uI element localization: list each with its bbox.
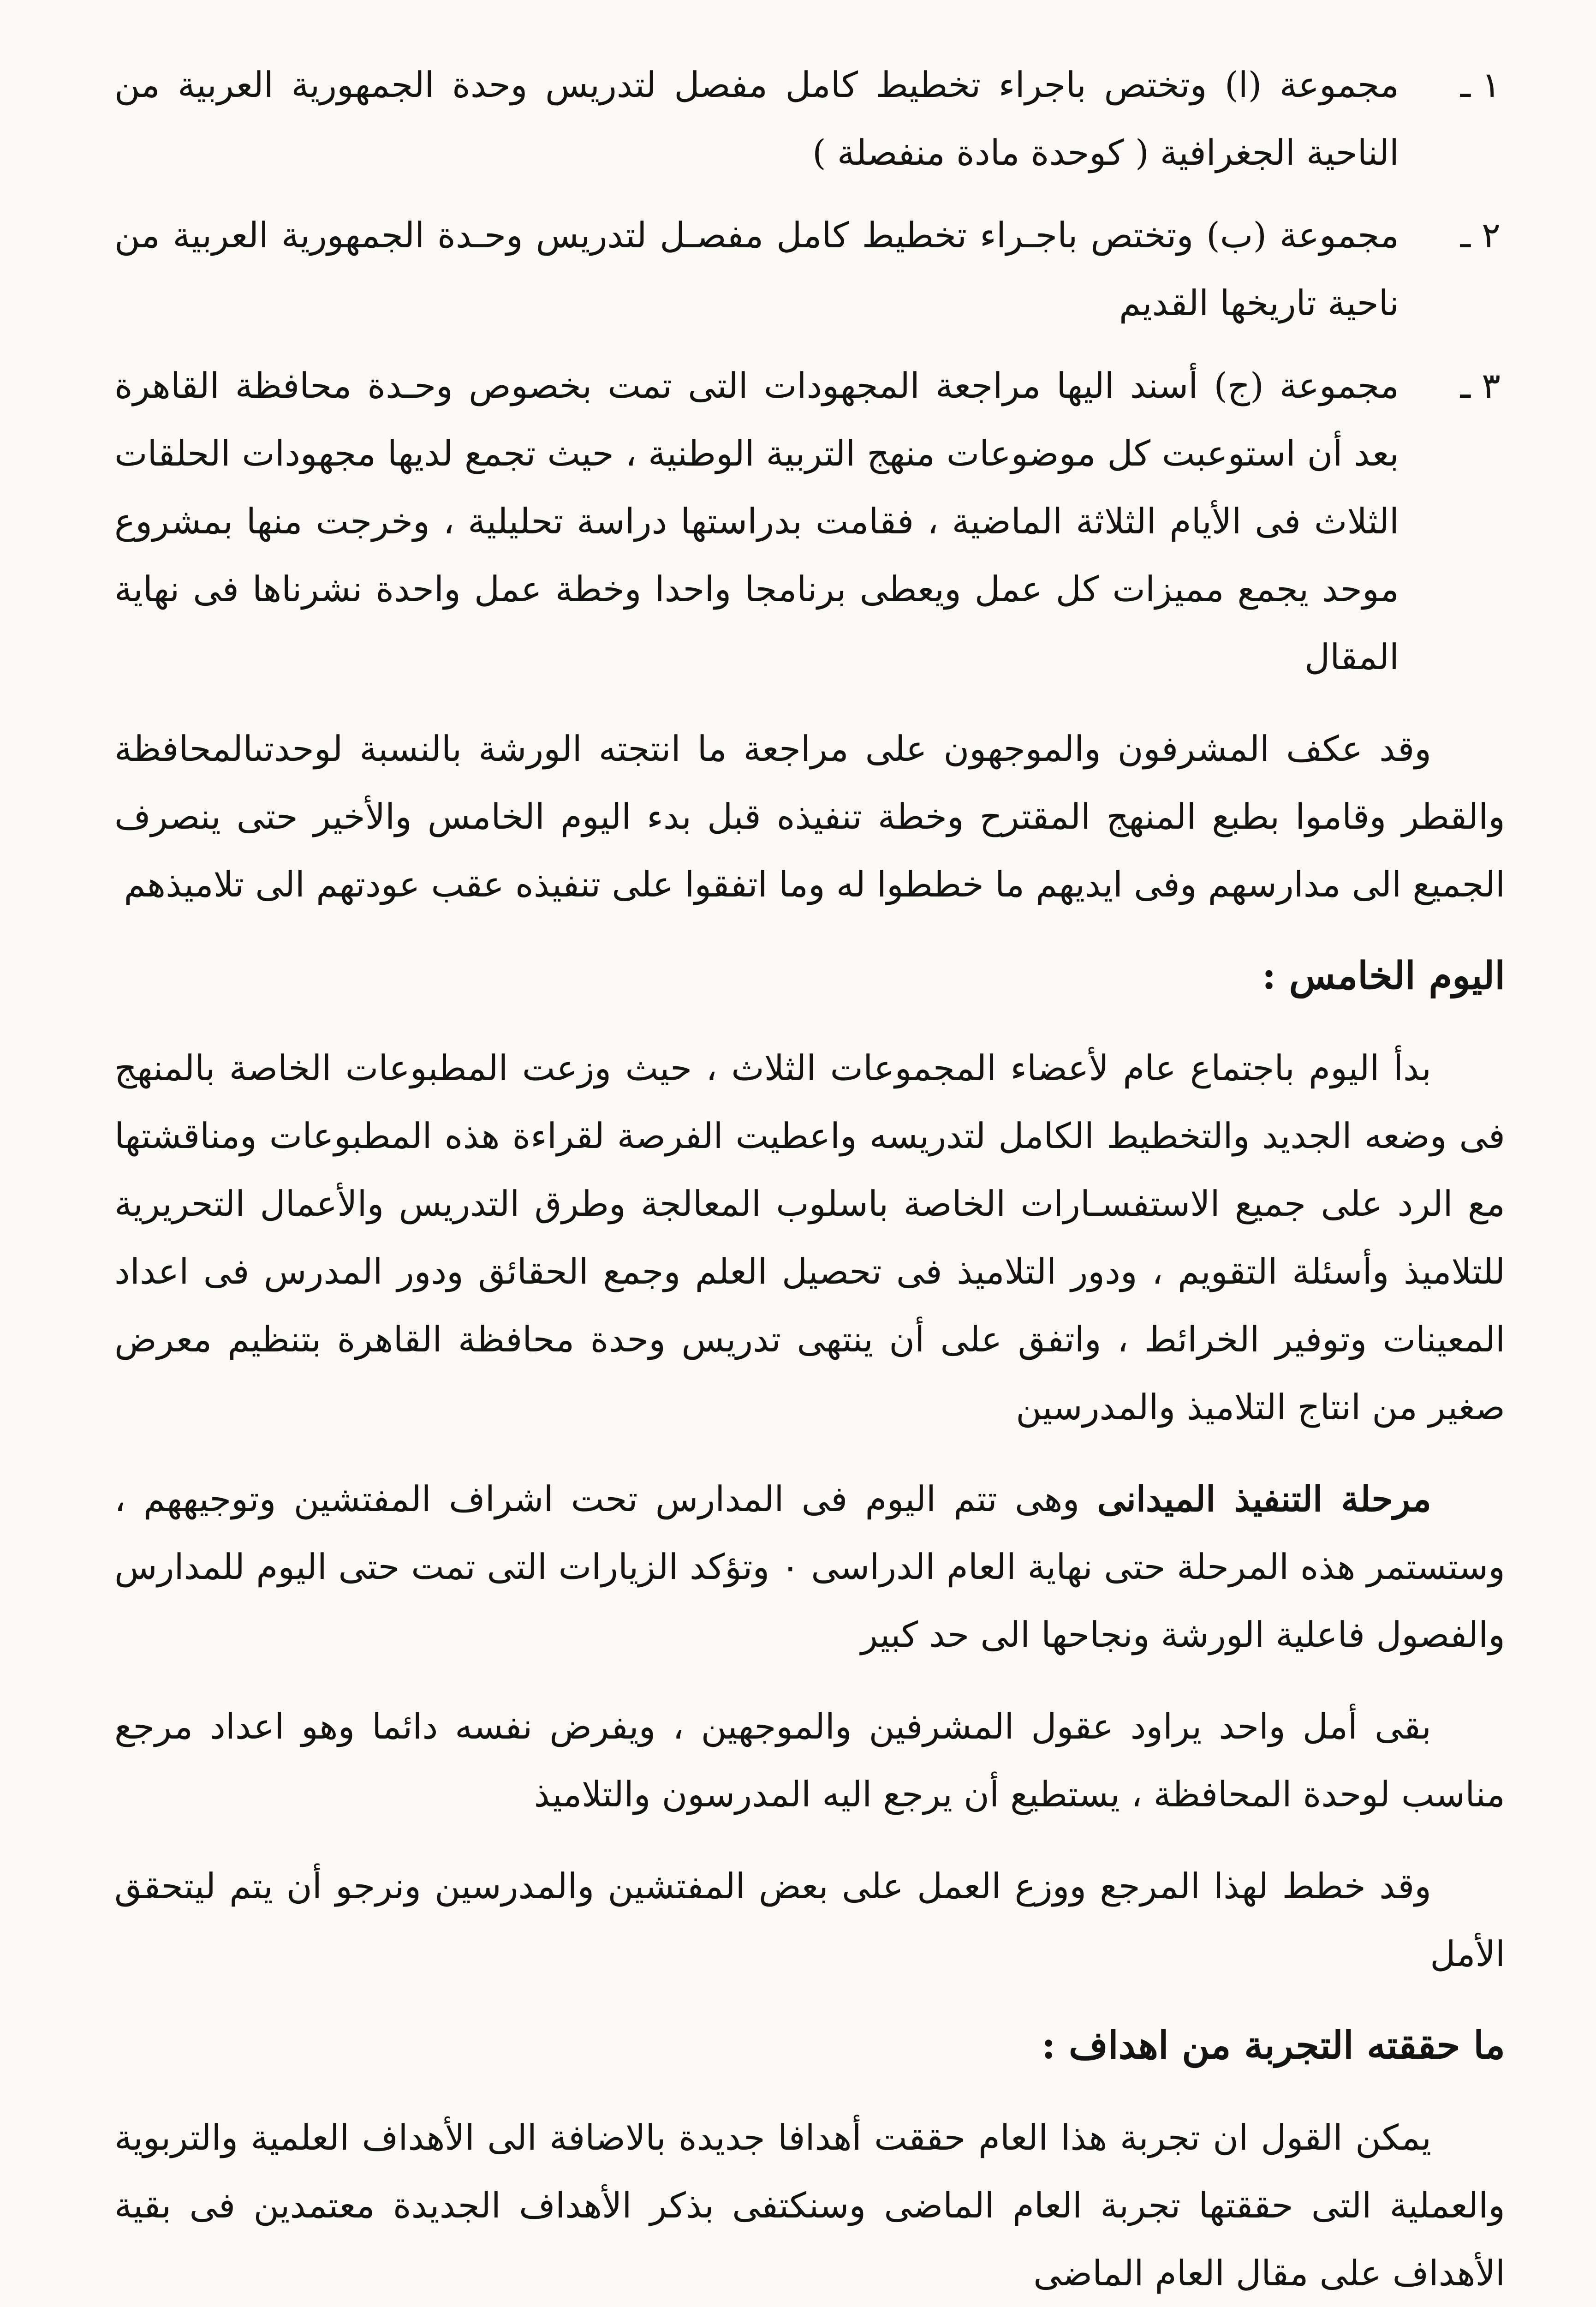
paragraph-review: وقد عكف المشرفون والموجهون على مراجعة ما انتجته الورشة بالنسبة لوحدتىالمحافظة والقطر وقاموا بطبع المنهج المقترح وخطة تنفيذه قبل بدء اليوم الخامس والأخير حتى ينصرف الجميع الى مدارسهم وفى ايديهم ما خططوا له وما اتفقوا على تنفيذه عقب عودتهم الى تلاميذهم [114, 728, 1505, 905]
text-column [114, 51, 1505, 2307]
field-phase-text: وهى تتم اليوم فى المدارس تحت اشراف المفتشين وتوجيههم ، وستستمر هذه المرحلة حتى نهاية العام الدراسى ٠ وتؤكد الزيارات التى تمت حتى اليوم للمدارس والفصول فاعلية الورشة ونجاحها الى حد كبير [114, 1478, 1505, 1655]
list-item-text: مجموعة (ج) أسند اليها مراجعة المجهودات التى تمت بخصوص وحـدة محافظة القاهرة بعد أن استوعبت كل موضوعات منهج التربية الوطنية ، حيث تجمع لديها مجهودات الحلقات الثلاث فى الأيام الثلاثة الماضية ، فقامت بدراستها دراسة تحليلية ، وخرجت منها بمشروع موحد يجمع مميزات كل عمل ويعطى برنامجا واحدا وخطة عمل واحدة نشرناها فى نهاية المقال [114, 365, 1399, 677]
paragraph-fifth-day: بدأ اليوم باجتماع عام لأعضاء المجموعات الثلاث ، حيث وزعت المطبوعات الخاصة بالمنهج فى وضعه الجديد والتخطيط الكامل لتدريسه واعطيت الفرصة لقراءة هذه المطبوعات ومناقشتها مع الرد على جميع الاستفسـارات الخاصة باسلوب المعالجة وطرق التدريس والأعمال التحريرية للتلاميذ وأسئلة التقويم ، ودور التلاميذ فى تحصيل العلم وجمع الحقائق ودور المدرس فى اعداد المعينات وتوفير الخرائط ، واتفق على أن ينتهى تدريس وحدة محافظة القاهرة بتنظيم معرض صغير من انتاج التلاميذ والمدرسين [114, 1047, 1505, 1428]
field-phase-heading: مرحلة التنفيذ الميدانى [1097, 1478, 1431, 1519]
list-item-text: مجموعة (ب) وتختص باجـراء تخطيط كامل مفصـل لتدريس وحـدة الجمهورية العربية من ناحية تاريخها القديم [114, 215, 1399, 323]
list-item-number: ٣ ـ [1460, 365, 1501, 406]
list-item-number: ١ ـ [1460, 64, 1501, 105]
heading-fifth-day: اليوم الخامس : [1262, 954, 1505, 998]
list-item-3 [114, 352, 1505, 691]
list-item-text: مجموعة (ا) وتختص باجراء تخطيط كامل مفصل لتدريس وحدة الجمهورية العربية من الناحية الجغرافية ( كوحدة مادة منفصلة ) [114, 64, 1399, 173]
paragraph-goals: يمكن القول ان تجربة هذا العام حققت أهدافا جديدة بالاضافة الى الأهداف العلمية والتربوية والعملية التى حققتها تجربة العام الماضى وسنكتفى بذكر الأهداف الجديدة معتمدين فى بقية الأهداف على مقال العام الماضى [114, 2117, 1505, 2294]
paragraph-reference-plan: وقد خطط لهذا المرجع ووزع العمل على بعض المفتشين والمدرسين ونرجو أن يتم ليتحقق الأمل [114, 1865, 1505, 1974]
list-item-number: ٢ ـ [1460, 215, 1501, 256]
list-item-2 [114, 201, 1505, 337]
heading-achieved-goals: ما حققته التجربة من اهداف : [1042, 2023, 1505, 2068]
paragraph-field-phase [114, 1465, 1505, 1668]
paragraph-hope: بقى أمل واحد يراود عقول المشرفين والموجهين ، ويفرض نفسه دائما وهو اعداد مرجع مناسب لوحدة المحافظة ، يستطيع أن يرجع اليه المدرسون والتلاميذ [114, 1706, 1505, 1815]
list-item-1 [114, 51, 1505, 186]
